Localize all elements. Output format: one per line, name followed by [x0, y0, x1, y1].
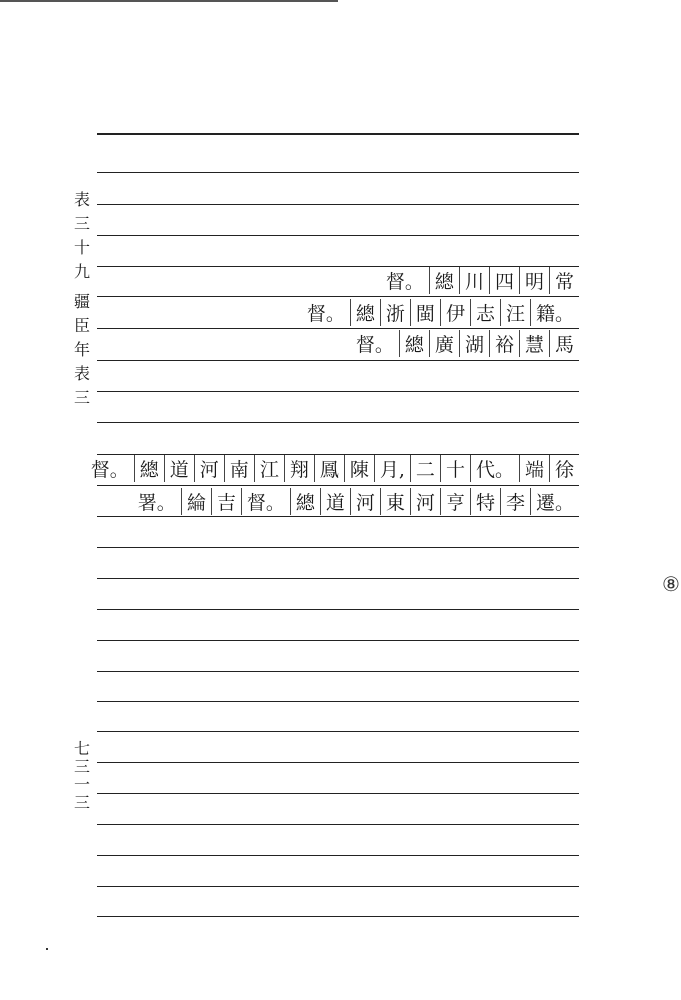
cell-char: 志 [470, 299, 500, 326]
cell-char: 李 [500, 488, 530, 515]
table-row [351, 328, 579, 358]
table-row [133, 486, 579, 516]
cell-char: 二 [410, 455, 440, 482]
cell-char: 鳳 [314, 455, 344, 482]
cell-char: 督。 [306, 302, 345, 325]
page-number: 七 三 一 三 [73, 739, 90, 812]
cell-char: 籍。 [530, 299, 579, 326]
cell-char: 總 [134, 455, 164, 482]
side-title: 表 三 十 九 [73, 190, 90, 281]
rule-line [97, 762, 579, 763]
cell-char: 督。 [90, 458, 129, 481]
rule-line [97, 731, 579, 732]
top-border [0, 0, 338, 2]
rule-line [97, 824, 579, 825]
rule-line [97, 516, 579, 517]
cell-char: 江 [254, 455, 284, 482]
table-row [302, 297, 579, 327]
cell-char: 道 [320, 488, 350, 515]
cell-char: 總 [399, 330, 429, 357]
cell-char: 總 [429, 267, 459, 294]
cell-char: 督。 [385, 270, 424, 293]
cell-char: 河 [194, 455, 224, 482]
cell-char: 河 [350, 488, 380, 515]
cell-char: 伊 [440, 299, 470, 326]
cell-char: 署。 [137, 491, 176, 514]
cell-char: 遷。 [530, 488, 579, 515]
cell-char: 道 [164, 455, 194, 482]
side-subtitle: 疆 臣 年 表 三 [73, 292, 90, 407]
cell-char: 十 [440, 455, 470, 482]
cell-char: 裕 [489, 330, 519, 357]
cell-char: 亨 [440, 488, 470, 515]
rule-line [97, 916, 579, 917]
cell-char: 四 [489, 267, 519, 294]
cell-char: 翔 [284, 455, 314, 482]
table-row [86, 453, 579, 483]
cell-char: 陳 [344, 455, 374, 482]
cell-char: 明 [519, 267, 549, 294]
cell-char: 常 [549, 267, 579, 294]
cell-char: 浙 [380, 299, 410, 326]
rule-line [97, 886, 579, 887]
rule-line [97, 204, 579, 205]
cell-char: 總 [350, 299, 380, 326]
cell-char: 總 [290, 488, 320, 515]
cell-char: 督。 [355, 333, 394, 356]
rule-line [97, 360, 579, 361]
rule-line [97, 391, 579, 392]
cell-char: 南 [224, 455, 254, 482]
rule-line [97, 640, 579, 641]
cell-char: 吉 [211, 488, 241, 515]
cell-char: 河 [410, 488, 440, 515]
cell-char: 廣 [429, 330, 459, 357]
cell-char: 代。 [470, 455, 519, 482]
rule-line [97, 855, 579, 856]
cell-char: 綸 [181, 488, 211, 515]
rule-line [97, 547, 579, 548]
rule-line [97, 701, 579, 702]
rule-line [97, 172, 579, 173]
cell-char: 督。 [241, 488, 290, 515]
speck [46, 948, 48, 950]
cell-char: 川 [459, 267, 489, 294]
cell-char: 月, [374, 455, 410, 482]
rule-line [97, 609, 579, 610]
cell-char: 閩 [410, 299, 440, 326]
cell-char: 慧 [519, 330, 549, 357]
rule-line [97, 422, 579, 423]
rule-line [97, 671, 579, 672]
cell-char: 徐 [549, 455, 579, 482]
cell-char: 東 [380, 488, 410, 515]
edge-mark: ⑧ [662, 572, 680, 596]
rule-line [97, 133, 579, 135]
cell-char: 馬 [549, 330, 579, 357]
table-row [381, 265, 579, 295]
cell-char: 特 [470, 488, 500, 515]
cell-char: 湖 [459, 330, 489, 357]
cell-char: 汪 [500, 299, 530, 326]
rule-line [97, 235, 579, 236]
rule-line [97, 578, 579, 579]
rule-line [97, 793, 579, 794]
cell-char: 端 [519, 455, 549, 482]
